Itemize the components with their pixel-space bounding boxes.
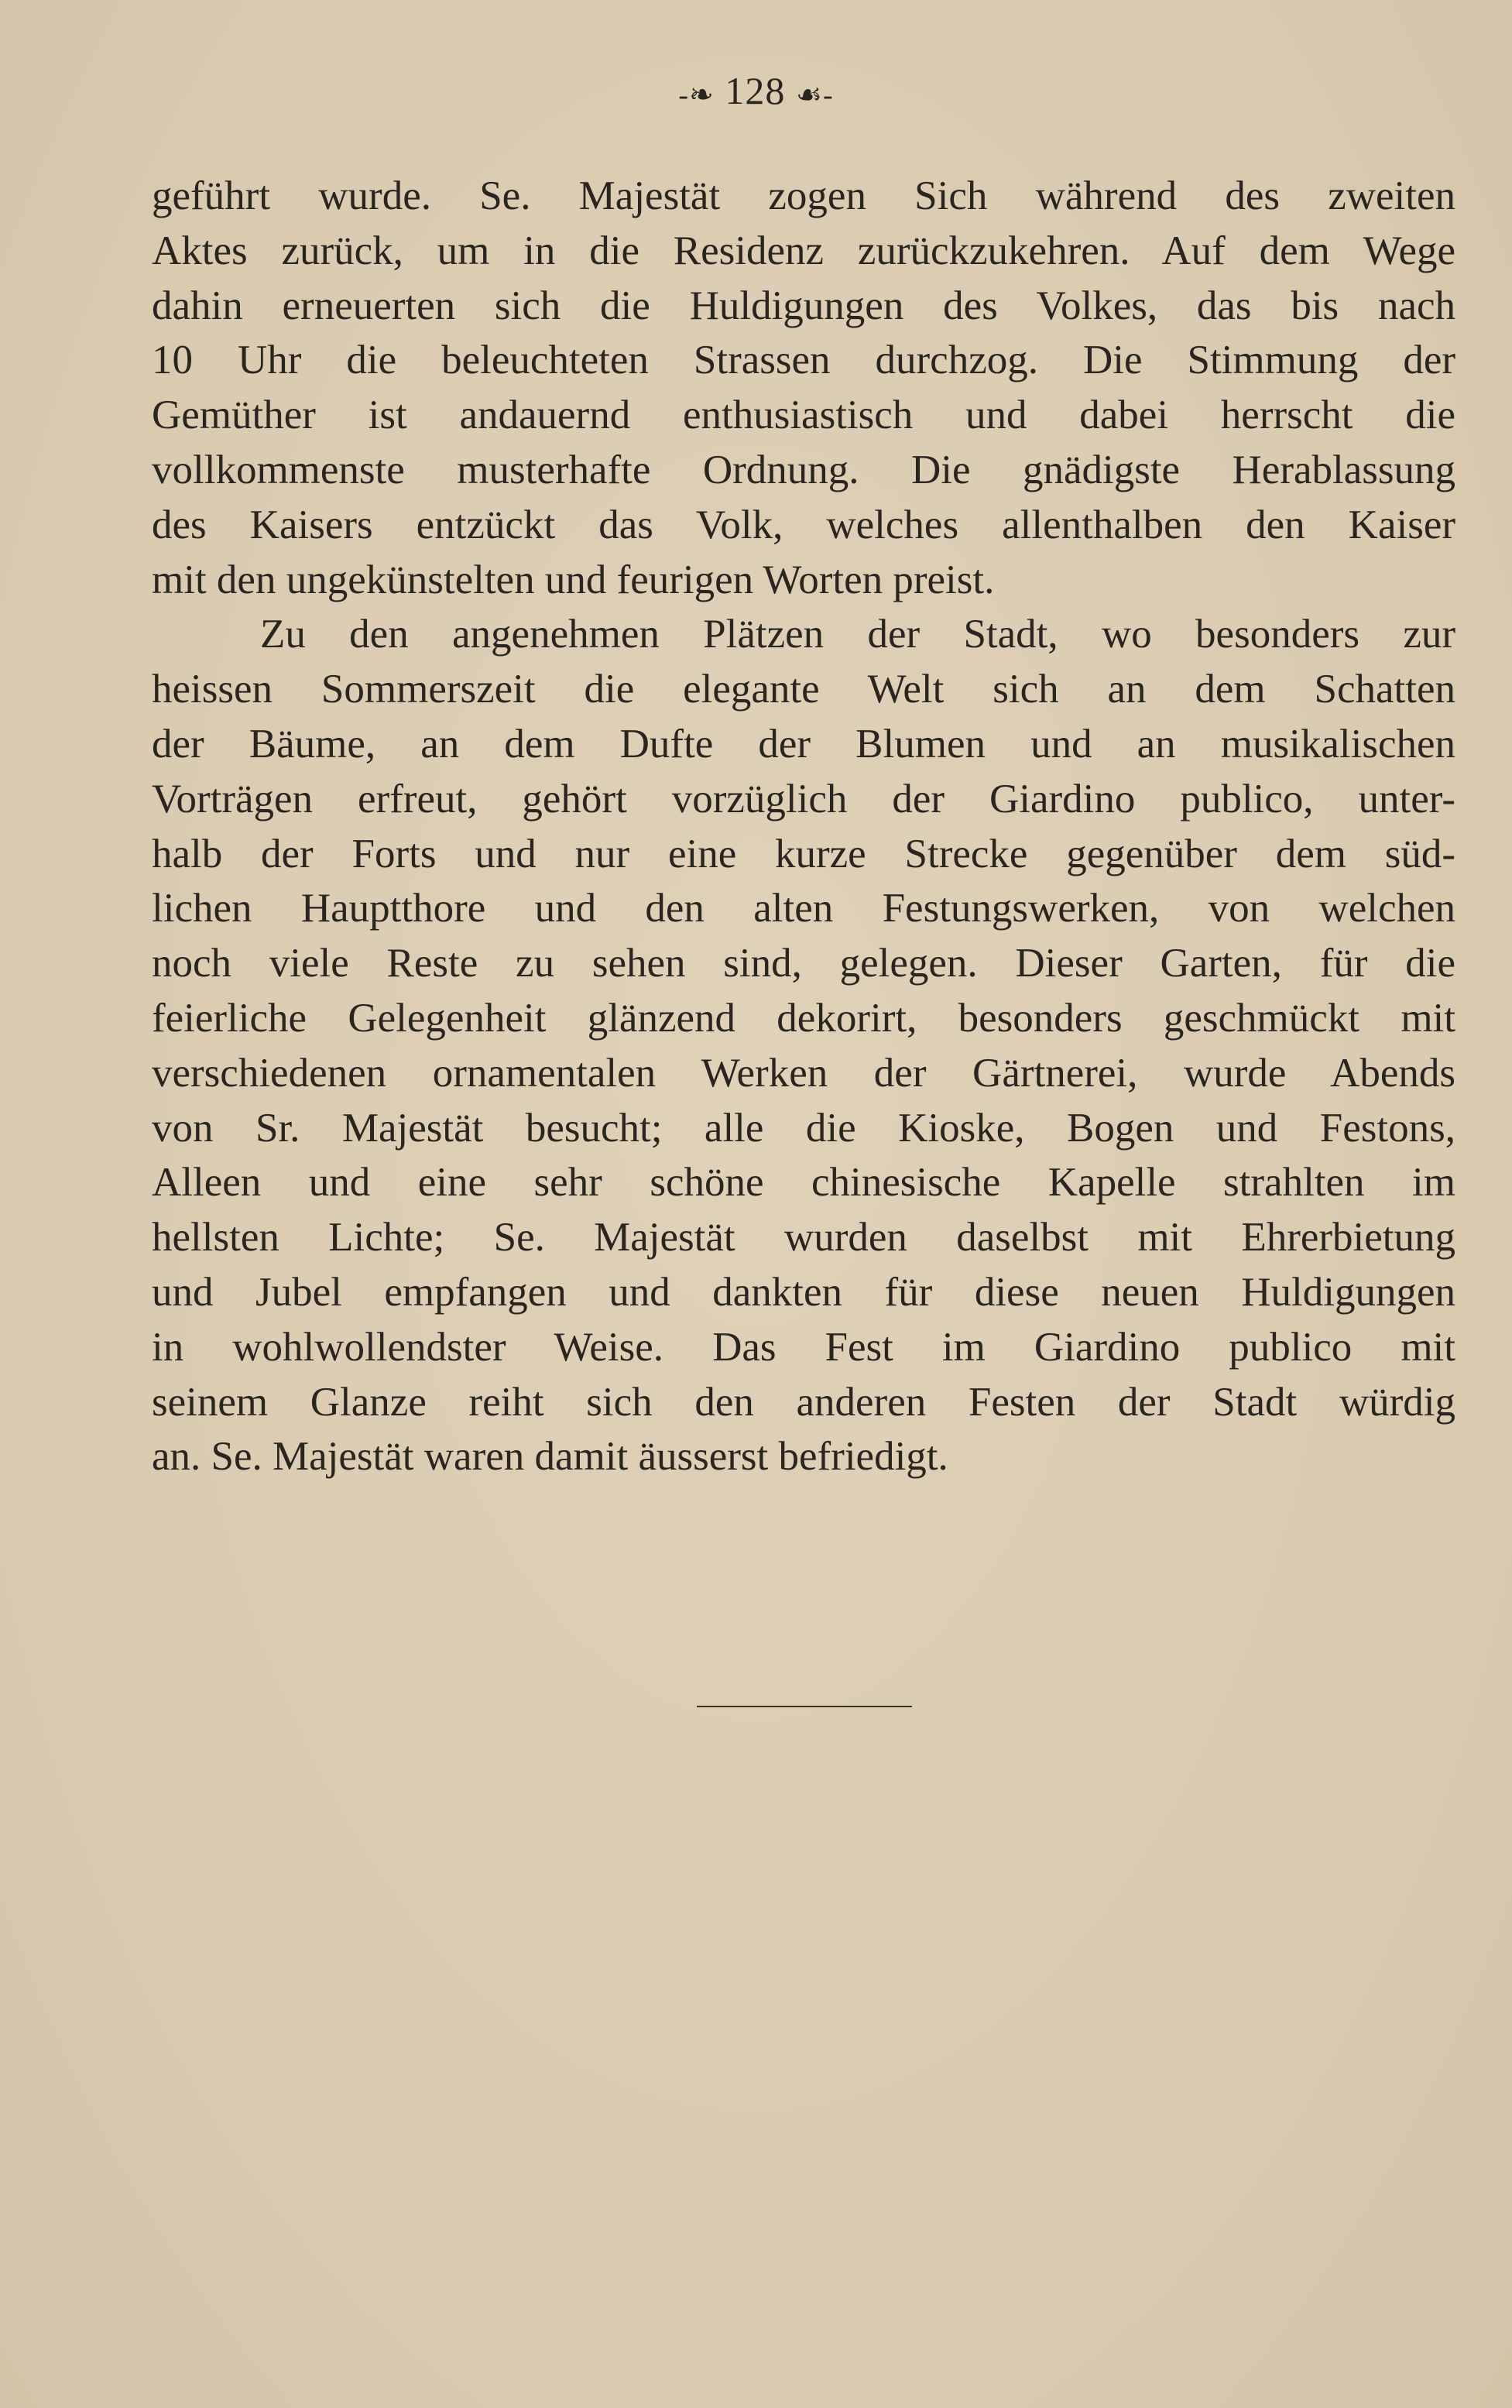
text-line: in wohlwollendster Weise. Das Fest im Giardino publico mit (152, 1324, 1455, 1370)
text-line: lichen Hauptthore und den alten Festungswerken, von welchen (152, 886, 1455, 931)
text-line: seinem Glanze reiht sich den anderen Festen der Stadt würdig (152, 1379, 1455, 1425)
text-line: verschiedenen ornamentalen Werken der Gärtnerei, wurde Abends (152, 1050, 1455, 1096)
body-text (152, 169, 1455, 1484)
text-line: Aktes zurück, um in die Residenz zurückzukehren. Auf dem Wege (152, 228, 1455, 273)
text-line: Alleen und eine sehr schöne chinesische Kapelle strahlten im (152, 1160, 1455, 1206)
text-line: Vorträgen erfreut, gehört vorzüglich der Giardino publico, unter- (152, 776, 1455, 822)
text-line: dahin erneuerten sich die Huldigungen des Volkes, das bis nach (152, 283, 1455, 328)
paragraph (152, 169, 1455, 607)
ornament-left-icon: -❧ (678, 79, 715, 112)
page-header (0, 68, 1512, 113)
text-line: noch viele Reste zu sehen sind, gelegen. Dieser Garten, für die (152, 941, 1455, 986)
page-number: 128 (725, 69, 786, 112)
text-line: heissen Sommerszeit die elegante Welt sich an dem Schatten (152, 667, 1455, 712)
end-rule-divider (697, 1706, 912, 1707)
text-line: halb der Forts und nur eine kurze Strecke gegenüber dem süd- (152, 831, 1455, 876)
text-line: feierliche Gelegenheit glänzend dekorirt, besonders geschmückt mit (152, 995, 1455, 1041)
text-line: 10 Uhr die beleuchteten Strassen durchzog. Die Stimmung der (152, 338, 1455, 383)
text-line: der Bäume, an dem Dufte der Blumen und an musikalischen (152, 721, 1455, 767)
text-line: an. Se. Majestät waren damit äusserst befriedigt. (152, 1434, 948, 1480)
text-line: hellsten Lichte; Se. Majestät wurden daselbst mit Ehrerbietung (152, 1215, 1455, 1261)
text-line: mit den ungekünstelten und feurigen Worten preist. (152, 557, 995, 602)
ornament-right-icon: ☙- (795, 79, 834, 112)
text-line: Gemüther ist andauernd enthusiastisch und dabei herrscht die (152, 393, 1455, 438)
text-line: und Jubel empfangen und dankten für diese neuen Huldigungen (152, 1269, 1455, 1315)
paragraph (152, 607, 1455, 1484)
text-line: des Kaisers entzückt das Volk, welches allenthalben den Kaiser (152, 502, 1455, 547)
text-line: geführt wurde. Se. Majestät zogen Sich während des zweiten (152, 173, 1455, 218)
text-line: vollkommenste musterhafte Ordnung. Die gnädigste Herablassung (152, 447, 1455, 492)
text-line: Zu den angenehmen Plätzen der Stadt, wo besonders zur (260, 612, 1455, 657)
text-line: von Sr. Majestät besucht; alle die Kioske, Bogen und Festons, (152, 1105, 1455, 1151)
